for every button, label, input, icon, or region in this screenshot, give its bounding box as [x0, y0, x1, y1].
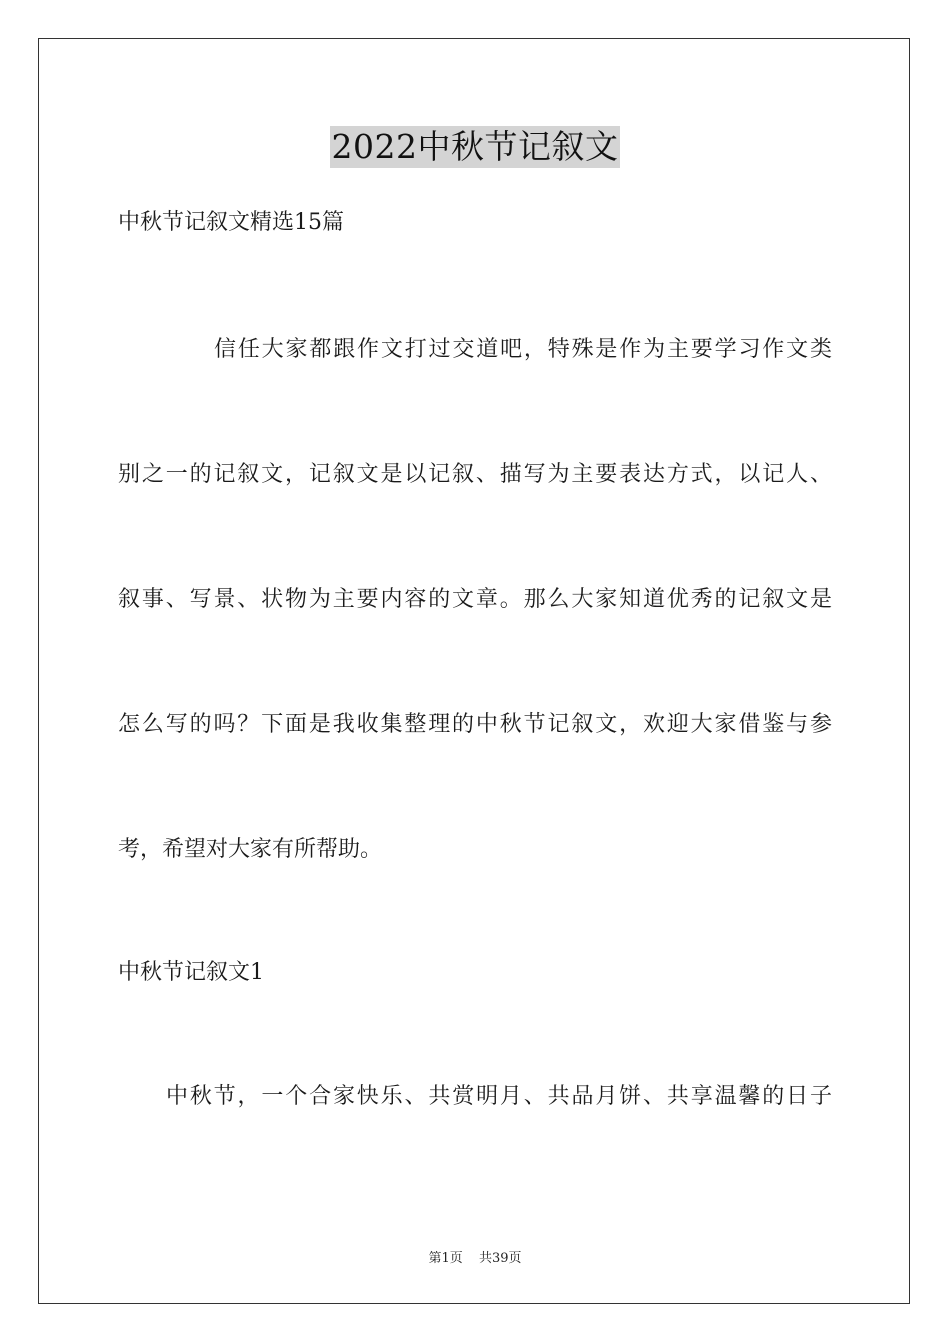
paragraph-line: 别之一的记叙文，记叙文是以记叙、描写为主要表达方式，以记人、 — [118, 462, 832, 487]
document-subtitle: 中秋节记叙文精选15篇 — [118, 210, 344, 235]
page-number-total: 共39页 — [478, 1251, 522, 1266]
paragraph-line: 中秋节，一个合家快乐、共赏明月、共品月饼、共享温馨的日子 — [166, 1084, 832, 1109]
page-footer — [0, 1247, 950, 1266]
title-container — [0, 126, 950, 168]
paragraph-line: 考，希望对大家有所帮助。 — [118, 837, 383, 862]
paragraph-line: 叙事、写景、状物为主要内容的文章。那么大家知道优秀的记叙文是 — [118, 587, 832, 612]
section-heading: 中秋节记叙文1 — [118, 960, 264, 985]
page-number-current: 第1页 — [428, 1251, 463, 1266]
document-title: 2022中秋节记叙文 — [331, 127, 619, 166]
paragraph-line: 怎么写的吗？下面是我收集整理的中秋节记叙文，欢迎大家借鉴与参 — [118, 712, 832, 737]
paragraph-line: 信任大家都跟作文打过交道吧，特殊是作为主要学习作文类 — [214, 337, 832, 362]
